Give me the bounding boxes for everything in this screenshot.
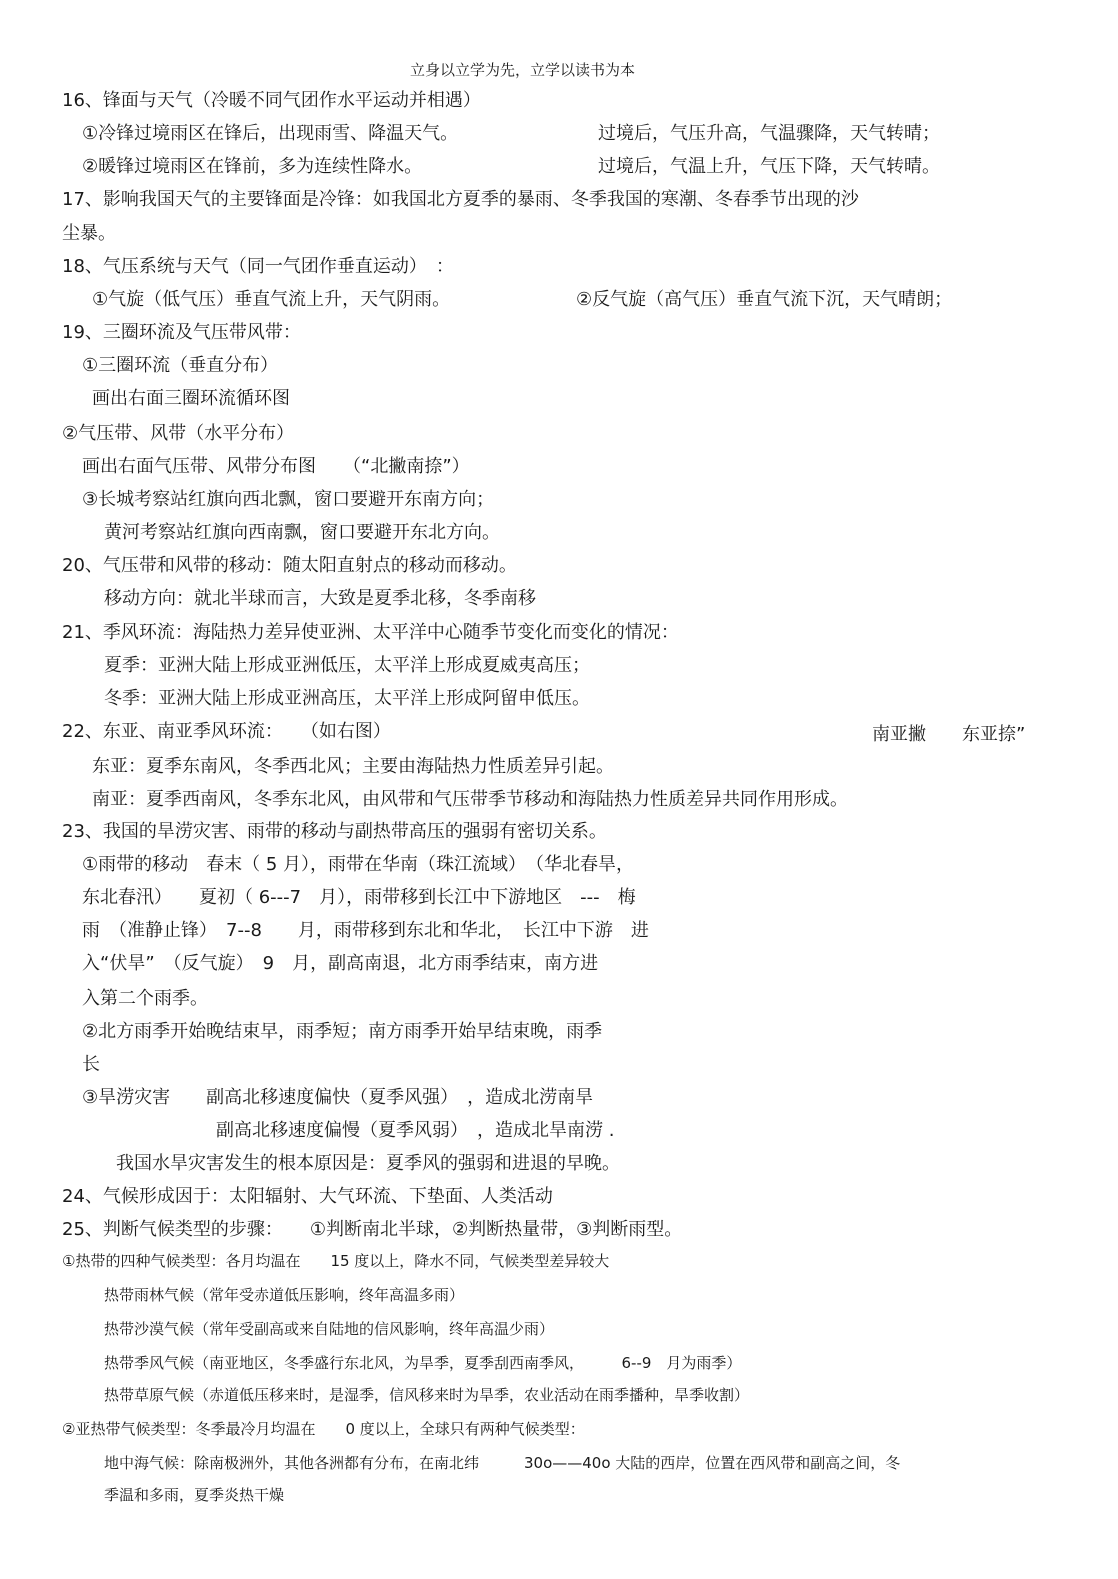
text-line: ①雨带的移动 春末（ 5 月），雨带在华南（珠江流域） （华北春旱，	[82, 854, 635, 875]
text-line: ②北方雨季开始晚结束早，雨季短；南方雨季开始早结束晚，雨季	[82, 1021, 603, 1042]
text-line: 移动方向：就北半球而言，大致是夏季北移，冬季南移	[104, 588, 536, 609]
text-line: 过境后，气温上升，气压下降，天气转晴。	[598, 156, 940, 177]
page-header: 立身以立学为先，立学以读书为本	[410, 61, 636, 79]
text-line: 热带雨林气候（常年受赤道低压影响，终年高温多雨）	[104, 1286, 465, 1304]
text-line: ②亚热带气候类型：冬季最冷月均温在 0 度以上，全球只有两种气候类型：	[62, 1420, 585, 1438]
text-line: 副高北移速度偏慢（夏季风弱） ，造成北旱南涝 .	[216, 1120, 615, 1141]
text-line: 南亚撇 东亚捺”	[872, 724, 1026, 745]
text-line: ①冷锋过境雨区在锋后，出现雨雪、降温天气。	[82, 123, 459, 144]
text-line: ②暖锋过境雨区在锋前，多为连续性降水。	[82, 156, 423, 177]
text-line: 24、气候形成因于：太阳辐射、大气环流、下垫面、人类活动	[62, 1186, 553, 1207]
text-line: 热带沙漠气候（常年受副高或来自陆地的信风影响，终年高温少雨）	[104, 1320, 555, 1338]
text-line: ①三圈环流（垂直分布）	[82, 355, 279, 376]
text-line: 东北春汛） 夏初（ 6---7 月），雨带移到长江中下游地区 --- 梅	[82, 887, 636, 908]
text-line: 黄河考察站红旗向西南飘，窗口要避开东北方向。	[104, 522, 500, 543]
text-line: 20、气压带和风带的移动：随太阳直射点的移动而移动。	[62, 555, 517, 576]
text-line: 长	[82, 1054, 100, 1075]
text-line: 热带季风气候（南亚地区，冬季盛行东北风，为旱季，夏季刮西南季风， 6--9 月为雨季）	[104, 1354, 742, 1372]
text-line: ①热带的四种气候类型：各月均温在 15 度以上，降水不同，气候类型差异较大	[62, 1252, 610, 1270]
text-line: 尘暴。	[62, 223, 116, 244]
text-line: 夏季：亚洲大陆上形成亚洲低压，太平洋上形成夏威夷高压；	[104, 655, 590, 676]
text-line: 19、三圈环流及气压带风带：	[62, 322, 301, 343]
text-line: 16、锋面与天气（冷暖不同气团作水平运动并相遇）	[62, 90, 481, 111]
text-line: 热带草原气候（赤道低压移来时，是湿季，信风移来时为旱季，农业活动在雨季播种，旱季收割）	[104, 1386, 750, 1404]
text-line: 季温和多雨，夏季炎热干燥	[104, 1486, 285, 1504]
text-line: 南亚：夏季西南风，冬季东北风，由风带和气压带季节移动和海陆热力性质差异共同作用形成。	[92, 789, 848, 810]
text-line: 入“伏旱” （反气旋） 9 月，副高南退，北方雨季结束，南方进	[82, 953, 599, 974]
text-line: 过境后，气压升高，气温骤降，天气转晴；	[598, 123, 940, 144]
text-line: ②反气旋（高气压）垂直气流下沉，天气晴朗；	[576, 289, 953, 310]
text-line: 入第二个雨季。	[82, 988, 208, 1009]
text-line: 地中海气候：除南极洲外，其他各洲都有分布，在南北纬 30o——40o 大陆的西岸，位置在西风带和副高之间，冬	[104, 1454, 901, 1472]
text-line: 22、东亚、南亚季风环流： （如右图）	[62, 721, 391, 742]
text-line: ②气压带、风带（水平分布）	[62, 423, 295, 444]
text-line: 画出右面气压带、风带分布图 （“北撇南捺”）	[82, 456, 470, 477]
text-line: ①气旋（低气压）垂直气流上升，天气阴雨。	[92, 289, 451, 310]
text-line: ③长城考察站红旗向西北飘，窗口要避开东南方向；	[82, 489, 495, 510]
text-line: 23、我国的旱涝灾害、雨带的移动与副热带高压的强弱有密切关系。	[62, 821, 607, 842]
text-line: 21、季风环流：海陆热力差异使亚洲、太平洋中心随季节变化而变化的情况：	[62, 622, 679, 643]
text-line: 17、影响我国天气的主要锋面是冷锋：如我国北方夏季的暴雨、冬季我国的寒潮、冬春季节出现的沙	[62, 189, 859, 210]
text-line: 冬季：亚洲大陆上形成亚洲高压，太平洋上形成阿留申低压。	[104, 688, 590, 709]
text-line: 25、判断气候类型的步骤： ①判断南北半球，②判断热量带，③判断雨型。	[62, 1219, 683, 1240]
text-line: 东亚：夏季东南风，冬季西北风；主要由海陆热力性质差异引起。	[92, 756, 614, 777]
text-line: 雨 （准静止锋） 7--8 月，雨带移到东北和华北， 长江中下游 进	[82, 920, 649, 941]
text-line: 画出右面三圈环流循环图	[92, 388, 290, 409]
text-line: 18、气压系统与天气（同一气团作垂直运动） ：	[62, 256, 454, 277]
text-line: ③旱涝灾害 副高北移速度偏快（夏季风强） ，造成北涝南旱	[82, 1087, 594, 1108]
text-line: 我国水旱灾害发生的根本原因是：夏季风的强弱和进退的早晚。	[116, 1153, 620, 1174]
